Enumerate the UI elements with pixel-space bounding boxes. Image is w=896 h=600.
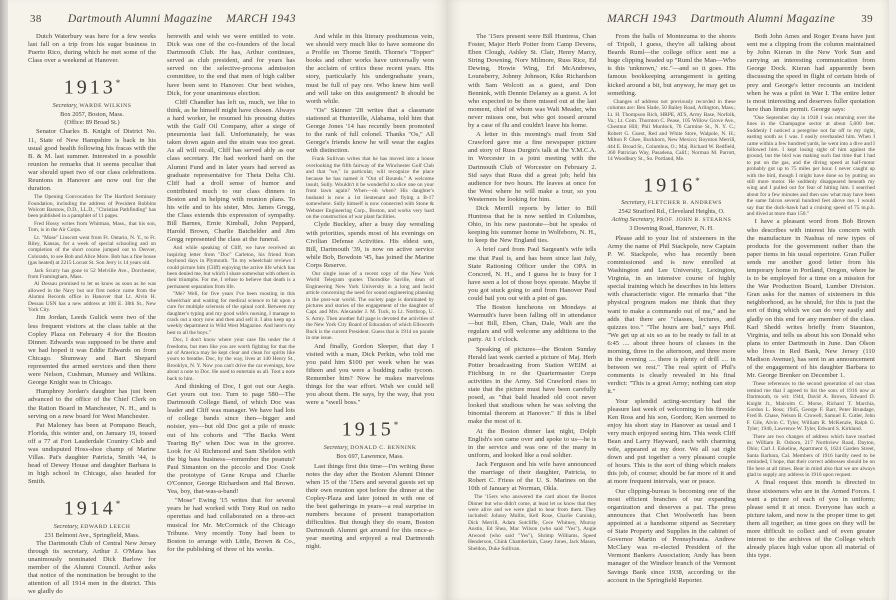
class-year-star: * — [695, 175, 700, 186]
page-number: 38 — [30, 13, 42, 25]
class-year-heading-1915 — [306, 414, 434, 441]
paragraph: Cliff Chandler has left us, much, we like to think, as he himself might have chosen. Always a hard worker, he resumed his pressing duties with the Gulf Oil Company, after a siege of pneumonia last fall. Unfortunately, he was taken down again and the strain was too great. As all will recall, Cliff has served ably as our class secretary. He had worked hard on the Alumni Fund and in later years had served as graduate representative for Theta Delta Chi. Cliff had a droll sense of humor and contributed much to our class dinners in Boston and in helping with reunion plans. To his wife and to his sister, Mrs. James Gregg, the Class extends this expression of sympathy. Bill Barnes, Ernie Kimball, John Peppard, Harold Brown, Charlie Batchelder and Jim Gregg represented the class at the funeral. — [167, 98, 295, 244]
paragraph-fine-print: The '15ers who answered the card about the Boston Dinner but who didn't come, at least let us know that they were alive and we were glad to hear from them. They included: Johnny Mullin, Kell Rose, Charlie Cumisky, Dick Merrill, Adam Sutcliffe, Cece Whitney, Murray Austin, Ed Shea, Mac Wilson (who said "Yes"), Augie Atwood (who said "Yes"), Shrimp Williams, Speed Henderson, Chink Chamberlain, Casey Jones, Jack Mason, Sheldon, Duke Sullivan. — [468, 494, 597, 552]
paragraph: herewith and wish we were entitled to vote. Dick was one of the co-founders of the local Dartmouth Club. He has, Arthur continues, served as club president, and for years has served on the selective-process admission committee, to the end that men of high caliber have been sent to Hanover. Our best wishes, Dick, for your unanimous election. — [167, 33, 295, 97]
class-year: 1915 — [341, 418, 394, 441]
secretary-label: Secretary, — [621, 199, 647, 207]
class-year-heading-1914 — [28, 493, 156, 520]
paragraph-fine-print: And while speaking of Cliff, we have received an inspiring letter from "Doc" Carleton, his friend from boyhood days in Plymouth. "In my wheelchair reviews I could picture him (Cliff) enjoying the active life which has been denied me, but which I share somewhat with others in their triumphs. For me, I refuse to believe that death is a permanent separation from life. — [167, 245, 295, 290]
class-year-star: * — [115, 78, 121, 89]
secretary-address: 2542 Stratford Rd., Cleveland Heights, O. — [618, 208, 725, 216]
paragraph: Last things first this time—I'm writing these notes the day after the Boston Alumni Dinner when 15 of the '15ers and several guests set up their own reunion spot before the dinner at the Copley-Plaza and later joined in with one of the best gatherings in years—a real surprise in numbers because of present transportation difficulties. But though they do roam, Boston Dartmouth Alumni get around for this once-a-year meeting and enjoyed a real Dartmouth night. — [306, 462, 434, 551]
paragraph: Both John Ames and Roger Evans have just sent me a clipping from the column maintained by John Kieran in the New York Sun and carrying an interesting communication from George Dock. Kieran had apparently been discussing the speed in flight of certain birds of prey and George's letter recounts an incident when he was a pilot in War I. The entire letter is most interesting and deserves fuller quotation here than limits permit. George says: — [746, 33, 875, 113]
paragraph-fine-print: Frank Sullivan writes that he has moved into a house overlooking the fifth fairway of the Winchester Golf Club and that "we," in particular, will recognize the place because he has named it "Out of Bounds." A welcome insult, Sully. Wouldn't it be wonderful to slice one on your front lawn again? When—oh when? His daughter's husband is now a 1st lieutenant and flying a B-17 somewhere. Sully himself is now connected with Stone & Webster Engineering Corp., Boston, and works very hard on the construction of war plant facilities. — [306, 156, 434, 221]
column-6 — [747, 33, 875, 594]
issue-date: MARCH 1943 — [226, 13, 296, 25]
paragraph: And while in this literary posthumous vein, we should very much like to have someone do a Profile on Thorne Smith. Thorne's "Topper" books and other works have universally won the acclaim of critics these recent years. His story, particularly his undergraduate years, must be full of pay ore. Who knew him well and will take on this assignment? It should be worth while. — [306, 33, 434, 105]
paragraph: A letter in this morning's mail from Sid Crawford gave me a fine newspaper picture and story of Russ Durgin's talk at the Y.M.C.A. in Worcester in a joint meeting with the Dartmouth Club of Worcester on February 2. Sid says that Russ did a great job; held his audience for two hours. He leaves at once for the West where he will make a tour, so you Westerners be looking for him. — [468, 131, 597, 203]
paragraph: Dutch Waterbury was here for a few weeks last fall on a trip from his sugar business in Puerto Rico, during which he met some of the Class over a weekend at Hanover. — [28, 33, 156, 65]
paragraph-fine-print: Lt. "Mose" Linscott went from Ft. Ontario, N. Y., to Ft. Riley, Kansas, for a week of special schooling and on completion of the short course jumped out to Denver, Colorado, to see Bob and Alice More. Bob has a fine house (gas heated) at 2215 Locust St. Son Jerry is 14 years old. — [28, 234, 156, 267]
secretary-line — [306, 444, 434, 453]
secretary-name: FLETCHER B. ANDREWS — [647, 200, 722, 207]
paragraph: From the halls of Montezuma to the shores of Tripoli, I guess, they're all talking about Beards Ruml—the college office sent me a huge clipping headed up "Ruml the Man—Who is this 'unknown,' etc."—and so it goes. His famous bookkeeping arrangement is getting kicked around a bit, but anyway, he may get us something. — [607, 33, 736, 97]
secretary-label: Secretary, — [323, 443, 349, 451]
paragraph: Senator Charles B. Knight of District No. 11, State of New Hampshire is back in his usual good health following his fracas with the B. & M. last summer. Interested in a possible reunion he remarks that it seems peculiar that war should upset two of our class celebrations. Reunions in Hanover are now out for the duration. — [28, 128, 156, 193]
secretary-name: PROF. JOHN B. STEARNS — [656, 217, 732, 224]
secretary-name: EDWARD LEECH — [80, 524, 131, 531]
secretary-address: 3 Downing Road, Hanover, N. H. — [629, 224, 714, 232]
paragraph: I have a pleasant word from Bob Brown who describes with interest his concern with the manufacture in Nashua of new types of products for the government rather than the paper items in his usual repertoire. Gran Fuller sends me another good letter from his temporary home in Portland, Oregon, where he is to be employed for a time on a mission for the War Production Board, Lumber Division. Gran asks for the names of sixteeners in this neighborhood, as he should, for this is just the sort of thing which we can do very easily and gladly on this end for any member of the class. Karl Shedd writes briefly from Staunton, Virginia, and tells us about his son Donald who plans to enter Dartmouth in June. Dan Olson who lives in Red Bank, New Jersey (110 Madison Avenue), has sent in an announcement of the engagement of his daughter Barbara to Mr. George Brenker on December 1. — [746, 218, 875, 380]
paragraph-fine-print: "Me? Well, for five years I've been roosting in this wheelchair and waiting for medical science to hit upon a cure for multiple sclerosis of the spinal cord. Between my daughter's typing and my good wife's nursing, I manage to crack out a story now and then and sell it. I also keep up a weekly department in Wild West Magazine. And here's my best to all the boys." — [167, 291, 295, 336]
class-year-heading-1913 — [28, 72, 156, 99]
paragraph: Your splendid acting-secretary had the pleasure last week of welcoming to his fireside Ken Ross and his son, Gordon; Ken seemed to enjoy his short stay in Hanover as usual and I very much enjoyed seeing him. This week Cliff Bean and Larry Hayward, each with charming wife, appeared at my door. We all sat right down and put together a very pleasant couple of hours. This is the sort of thing which makes this job, of course; should be far more of it and at more frequent intervals, war or peace. — [607, 397, 736, 486]
class-year-heading-1916 — [607, 170, 735, 197]
paragraph-fine-print: Doc, I don't know where your case fits under the 4 freedoms, but men like you are worth fighting for that the air of America may be kept clear and clean for spirits like yours to breathe. Doc, by the way, lives at 140 Henry St., Brooklyn, N. Y. Now you can't drive the car evenings, how about a note to Doc. He used to entertain us all. Toot a note back to him. — [167, 337, 295, 382]
secretary-address: (Office: 89 Broad St.) — [64, 118, 120, 126]
paragraph: The Boston luncheons on Mondays at Warmuth's have been falling off in attendance—but Bill, Eben, Chan, Dale, Walt are the regulars and will welcome any additions to the party. At 1 o'clock. — [468, 304, 597, 344]
paragraph: Please add to your list of sixteeners in the Army the name of Phil Stackpole, now Captain P. W. Stackpole, who has recently been commissioned and is now enrolled at Washington and Lee University, Lexington, Virginia, in an intensive course of highly special training which he describes in his letters with characteristic vigor. He remarks that "the physical program makes me think that they want to make a commando out of me," and he adds that there are "classes, lectures, and quizzes too." "The hours are bad," says Phil. "We get up at six so as to be ready to fall in at 6:45 .... about three hours of classes in the morning, three in the afternoon, and three more in the evening .... there is plenty of drill .... in between we rest." The real spirit of Phil's comments is clearly revealed in his final verdict: "This is a great Army; nothing can stop it." — [607, 234, 736, 396]
column-4 — [468, 33, 596, 594]
class-year-star: * — [115, 499, 121, 510]
secretary-label: Secretary, — [52, 102, 78, 110]
paragraph: Pat Maloney has been at Pompano Beach, Florida, this winter and, on January 19, tossed off a 77 at Fort Lauderdale Country Club and was undisputed Hoss-shoe champ of Marine Villas. Pat's daughter Patricia, Smith '44, is head of Dewey House and daughter Barbara is in high school in Chicago, also headed for Smith. — [28, 421, 156, 486]
issue-date: MARCH 1943 — [607, 13, 677, 25]
paragraph: The '15ers present were Bill Huntress, Chan Foster, Major Herb Potter from Camp Devens, Eben Clough, Ashley St. Clair, Henry Marcy, String Downing, Norv Milmore, Russ Rice, Ed Dewing, Howie Wing, Erl McAndrews, Lounsberry, Johnny Johnson, Kike Richardson with Sam Wolcott as a guest, and Don Bennink, with Dennie Delaney as a guest. A lot who expected to be there missed out at the last moment, chief of whom was Walt Meader, who never misses one, but who got tossed around by a case of flu and couldn't leave his home. — [468, 33, 597, 130]
paragraph: At the Boston dinner last night, Dolph English's son came over and spoke to us—he is in the service and was one of the many in uniform, and looked like a real soldier. — [468, 427, 597, 459]
page-header-left — [30, 13, 432, 25]
secretary-name: DONALD C. BENNINK — [350, 444, 417, 451]
paragraph-fine-print: The Opening Convocation for The Hartford Seminary Foundation, including the address of President Robbins Wolcott Barstow, D.D., LL.D., "Christian Pathfinding" has been published in a pamphlet of 11 pages. — [28, 194, 156, 220]
secretary-address: 231 Belmont Ave., Springfield, Mass. — [44, 531, 140, 539]
secretary-name: WARDE WILKINS — [79, 103, 132, 110]
column-2 — [167, 33, 295, 594]
paragraph-fine-print: Fred Hossy writes from Whitman, Mass., that his son, Tom, is in the Air Corps. — [28, 220, 156, 234]
paragraph-fine-print: Al Dessau promised to let us know as soon as he was allowed in the Navy but our first notice came from the Alumni Records office in Hanover that Lt. Alvin H. Dessau USN has a new address at 108 E. 38th St., New York City. — [28, 281, 156, 314]
class-year: 1914 — [63, 498, 116, 521]
column-3 — [306, 33, 434, 594]
text-columns-right — [468, 33, 875, 594]
paragraph: The Dartmouth Club of Central New Jersey through its secretary, Arthur J. O'Mara has unanimously nominated Dick Barlow for member of the Alumni Council. Arthur asks that notice of the nomination be brought to the attention of all 1914 men in the district. This we gladly do — [28, 539, 156, 594]
class-year-star: * — [393, 420, 399, 431]
class-year: 1916 — [643, 174, 696, 197]
paragraph: Jack Ferguson and his wife have announced the marriage of their daughter, Patricia, to Robert C. Friess of the U. S. Marines on the 10th of January at Norman, Okla. — [468, 460, 597, 493]
paragraph: A final request this month is directed to those sixteeners who are in the Armed Forces. I want a picture of each of you in uniform; please send it at once. Everyone has such a picture taken, and now is the proper time to get them all together; as time goes on they will be more difficult to collect and of even greater interest to the archives of the College which already places high value upon all material of this type. — [746, 479, 875, 560]
secretary-address: Box 697, Lawrence, Mass. — [336, 452, 404, 460]
paragraph: Our clipping-bureau is becoming one of the most efficient branches of our expanding organization and deserves a pat. The press announces that Chet Woolworth has been appointed at a handsome stipend as Secretary of State Property and Supplies in the cabinet of Governor Martin of Pennsylvania. Andrew McClary was re-elected President of the Vermont Bankers Association; Andy has been manager of the Windsor branch of the Vermont Savings Bank since 1938, according to the account in the Springfield Reporter. — [607, 487, 736, 584]
paragraph-fine-print: There are two changes of address which have reached us: William B. Osborn, 217 Northview Road, Dayton, Ohio; Carl J. Eskeline, Apartment 6, 1624 Garden Street, Santa Barbara, Cal. Members of 1916 hardly need to be reminded, I hope, that their correct addresses should be on file here at all times. Bear in mind also that we are always glad to supply any address in 1916 upon request. — [746, 433, 875, 478]
page-number: 39 — [861, 13, 873, 25]
column-5 — [607, 33, 735, 594]
text-columns-left — [28, 33, 434, 594]
secretary-label: Secretary, — [53, 523, 79, 531]
paragraph-fine-print: Changes of address not previously recorded in these columns are: Ben Slade, 50 Bailey Road, Arlington, Mass.; Lt. H. Thompson Rich, HRPE, ATS, Army Base, Norfolk, Va.; Lt. Com. Thornton C. Pease, 105 Willow Grove Ave., Chestnut Hill; Phil Murdock, 76 Carmine St., N. Y. C.; Robert G. Guest, Red and White Store, Walpole, N. H.; Milton P. Ghee, Buckhorn, New Mexico; Boynton Merrill, 444 E. Broad St., Columbus, O.; Maj. Richard W. Redfield, 360 Patrician Way, Pasadena, Calif.; Norman M. Parrott, 14 Woodbury St., So. Portland, Me. — [607, 98, 736, 163]
secretary-line — [607, 199, 735, 208]
page-header-right — [470, 13, 873, 25]
paragraph: Jim Jordan, Leeds Gulick were two of the less frequent visitors at the class table at the Copley Plaza on February 4 for the Boston Dinner. Edwards was supposed to be there and we had hoped it was Eddie Edwards on from Chicago. Shumway and Bart Shepard represented the armed services and then there were Nelson, Cushman, Munsey and Wilkins. George Knight was in Chicago. — [28, 314, 156, 387]
paragraph-fine-print: Our single issue of a recent copy of the New York World Telegram quotes Thorndike Saville, dean of Engineering New York University in a long and lucid article concerning the need for sound engineering planning in the post-war world. The society page is dominated by pictures and stories of the engagement of the daughter of Capt. and Mrs. Alexander J. M. Tuck, to Lt. Northrop, U. S. Army. Then another full page is devoted the activities of the New York City Board of Education of which Ellsworth Buck is the current President. Guess that is 1914 on parade in one issue. — [306, 271, 434, 342]
paragraph: Humphrey Jordan's daughter has just been advanced to the office of the Chief Clerk on the Ration Board in Manchester, N. H., and is serving on a new board for West Manchester. — [28, 388, 156, 420]
magazine-page-left — [8, 0, 448, 600]
paragraph: "Mose" Ewing '15 writes that for several years he had worked with Tony Rud on radio operettas and had collaborated on a three-act musical for Mr. McCormick of the Chicago Tribune. Very recently Tony had been to Boston to arrange with Little, Brown & Co., for the publishing of three of his works. — [167, 497, 295, 553]
paragraph: And thinking of Doc, I got out our Aegis. Get yours out too. Turn to page 580—The Dartmouth College Band, of which Doc was leader and Cliff was manager. We have had lots of college bands since then—bigger and noisier, yes—but old Doc got a pile of music out of his cohorts and "The Backs Went Tearing By" when Doc was in the groove. Look for Al Richmond and Sam Sheldon with the big bass business—remember the peanuts? Paul Simanton on the piccolo and Doc Cook the prototype of Gene Krupa and Charlie O'Connor, George Richardson and Hal Brown. Yea, boy, that-was-a-band! — [167, 382, 295, 496]
paragraph: Clyde Buckley, after a busy day wrestling with priorities, spends most of his evenings on Civilian Defense Activities. His eldest son, Bill, Dartmouth '39, is now on active service while Bob, Bowdoin '45, has joined the Marine Corps Reserve. — [306, 221, 434, 269]
paragraph: A brief card from Paul Sargeant's wife tells me that Paul is, and has been since last July, State Rationing Officer under the OPA in Concord, N. H., and I guess he is busy for I have seen a lot of those boys operate. Maybe if you got stuck going to and from Hanover Paul could bail you out with a pint of gas. — [468, 246, 597, 302]
magazine-title: Dartmouth Alumni Magazine — [690, 13, 836, 25]
acting-secretary-line — [607, 216, 735, 225]
magazine-title: Dartmouth Alumni Magazine — [67, 13, 213, 25]
column-1 — [28, 33, 156, 594]
magazine-page-right — [448, 0, 889, 600]
paragraph: Dick Merrill reports by letter to Bill Huntress that he is now settled in Columbus, Ohio, in his new pastorate—but he speaks of keeping his summer home in Wolfeboro, N. H., to keep the New England ties. — [468, 204, 597, 245]
paragraph: And finally, Gordon Sleeper, that day I visited with a man, Dick Perkin, who told me you paid him $100 per week when he was fifteen and you were a budding radio tycoon. Remember him? Now he makes marvelous things for the war effort. Wish we could tell you about them. He says, by the way, that you were a "swell boss." — [306, 342, 434, 407]
secretary-line — [28, 102, 156, 111]
secretary-line — [28, 523, 156, 532]
secretary-address: Box 2057, Boston, Mass. — [60, 110, 124, 118]
paragraph: "Os" Skinner '28 writes that a classmate stationed at Huntsville, Alabama, told him that George Jones '14 has recently been promoted to the rank of full colonel. Thanks "Os," All George's friends know he will wear the eagles with distinction. — [306, 106, 434, 155]
paragraph-fine-print: These references to the second generation of our class remind me that I agreed to list the sons of 1916 now at Dartmouth, to wit: 1944, David A. Brown, Edward D. Knight Jr., Malcolm C. Morse, Richard T. Marchia, Gordon L. Ross; 1945, George F. Barr, Peter Brundage, Fred B. Chase, Nelson B. Crowell, Samuel E. Cutler, John F. Gile, Alvin C. Tyler, William R. McKenzie, Ralph G. Tyler; 1946, Lawrence W. Tyler, Edward S. Kirkland. — [746, 381, 875, 433]
secretary-label: Acting Secretary, — [611, 216, 655, 224]
paragraph-fine-print: Jack Scurry has gone to 52 Melville Ave., Dorchester, from Framingham, Mass. — [28, 267, 156, 281]
paragraph: Speaking of pictures—the Boston Sunday Herald last week carried a picture of Maj. Herb Potter broadcasting from Station WEIM at Fitchburg in re the Quartermaster Corps activities in the Army. Sid Crawford rises to state that the picture must have been carefully posed, as "that bald headed old coot never looked that studious when he was solving the binomial theorem at Hanover." If this is libel make the most of it. — [468, 345, 597, 426]
class-year: 1913 — [63, 77, 116, 100]
paragraph-fine-print-quote: "One September day in 1918 I was returning over the lines in the Champagne sector at about 5,000 feet. Suddenly I noticed a peregrine not far off to my right, easting south as I was. I easily overhauled him. When I came within a few hundred yards, he went into a dive and I followed him. I kept losing sight of him against the ground, but the bird was making such fast time that I had to put on the gas, and the diving speed at half-motor probably got up to 75 miles per hour. I never caught up with the bird, though I might have done so by putting on still more motor. He suddenly disappeared beneath my wing and I pulled out for fear of hitting him. I searched about for a few minutes and then saw what may have been the same falcon several hundred feet above me. I would say that the duck-hawk had a cruising speed of 75 m.p.h. and dived at more than 150." — [746, 114, 875, 218]
